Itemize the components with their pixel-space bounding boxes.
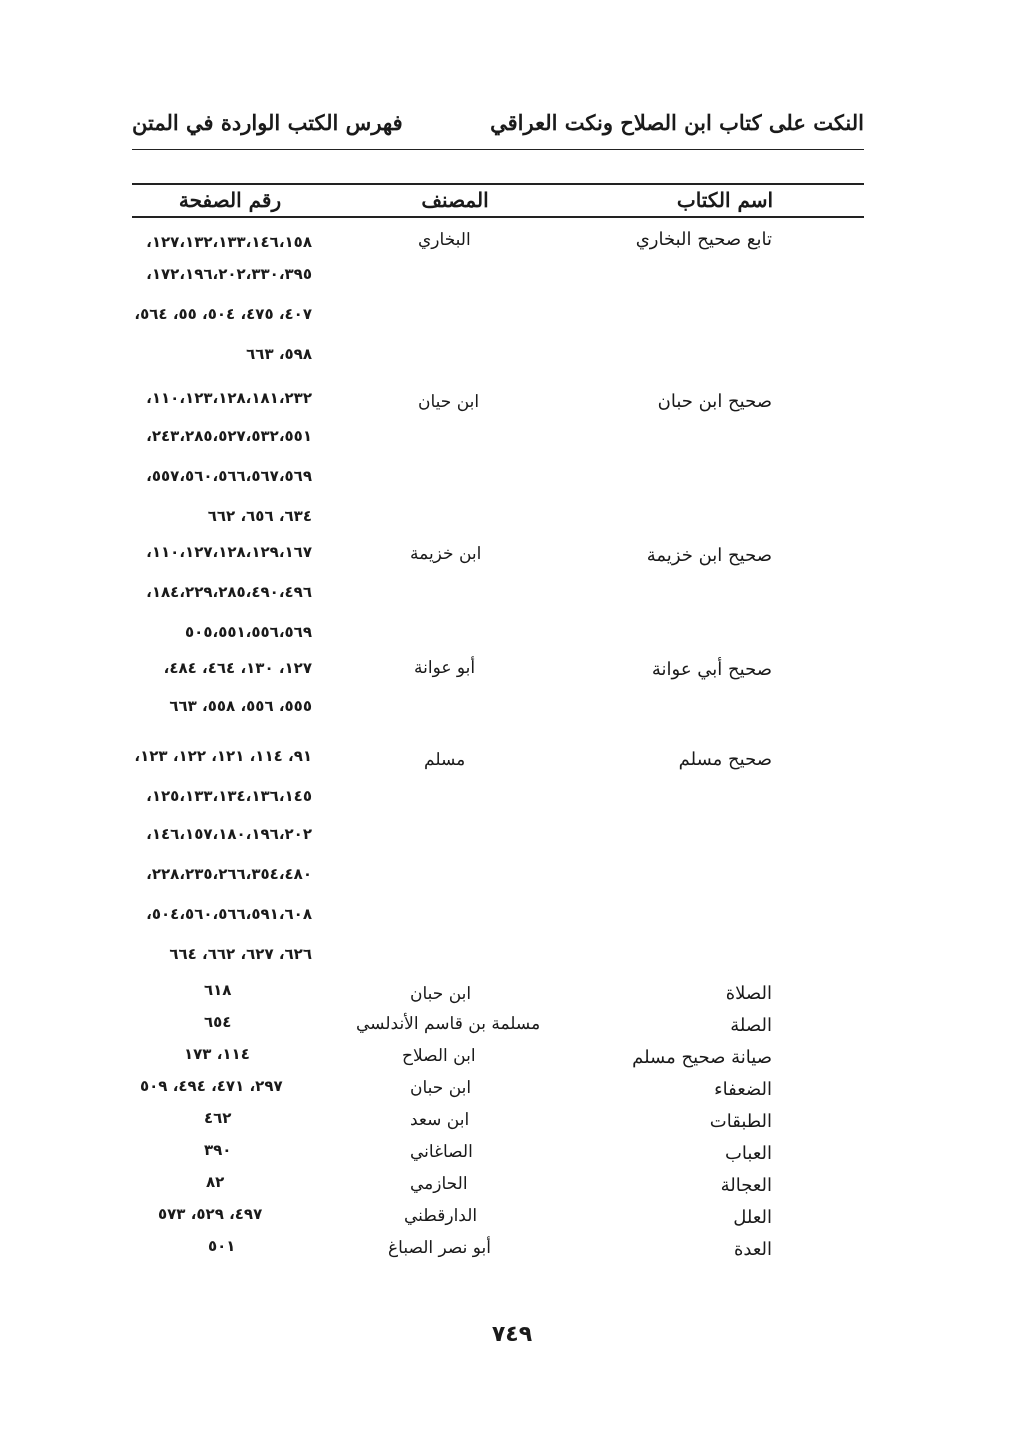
entry-author: أبو عوانة (414, 658, 476, 678)
entry-book: العلل (733, 1207, 772, 1228)
entry-pages: ٨٢ (206, 1173, 225, 1191)
entry-pages: ٥٠١ (208, 1237, 236, 1255)
entry-author: ابن حيان (418, 392, 480, 412)
entry-pages-line: ٢٢٨،٢٣٥،٢٦٦،٣٥٤،٤٨٠، (146, 865, 312, 883)
column-header-pages: رقم الصفحة (178, 188, 282, 212)
entry-pages: ١١٤، ١٧٣ (184, 1045, 250, 1063)
entry-pages-line: ٦٢٦، ٦٢٧، ٦٦٢، ٦٦٤ (169, 945, 312, 963)
entry-book: تابع صحيح البخاري (635, 229, 772, 250)
entry-book: صحيح ابن حبان (657, 391, 772, 412)
book-title: النكت على كتاب ابن الصلاح ونكت العراقي (490, 110, 864, 135)
entry-author: ابن الصلاح (402, 1046, 476, 1066)
table-head-rule (132, 216, 864, 218)
entry-pages-line: ٥٠٤،٥٦٠،٥٦٦،٥٩١،٦٠٨، (146, 905, 312, 923)
entry-author: ابن سعد (410, 1110, 470, 1130)
entry-book: العدة (733, 1239, 772, 1260)
entry-book: صحيح أبي عوانة (651, 659, 772, 680)
page-number: ٧٤٩ (491, 1322, 533, 1347)
entry-book: صحيح مسلم (678, 749, 772, 770)
entry-pages: ٤٦٢ (204, 1109, 232, 1127)
entry-author: مسلم (424, 750, 466, 770)
entry-author: ابن خزيمة (410, 544, 482, 564)
entry-pages-line: ١٤٦،١٥٧،١٨٠،١٩٦،٢٠٢، (146, 825, 312, 843)
column-header-book: اسم الكتاب (676, 188, 774, 212)
entry-pages-line: ٢٤٣،٢٨٥،٥٢٧،٥٣٢،٥٥١، (146, 427, 312, 445)
entry-author: أبو نصر الصباغ (388, 1238, 491, 1258)
section-title: فهرس الكتب الواردة في المتن (132, 110, 403, 135)
entry-author: الحازمي (410, 1174, 468, 1194)
entry-pages-line: ٥٩٨، ٦٦٣ (246, 345, 312, 363)
entry-author: ابن حبان (410, 984, 472, 1004)
column-header-author: المصنف (421, 188, 489, 212)
entry-pages-line: ١٢٧، ١٣٠، ٤٦٤، ٤٨٤، (163, 659, 312, 677)
entry-pages-line: ٥٠٥،٥٥١،٥٥٦،٥٦٩ (185, 623, 312, 641)
entry-pages-line: ١٢٧،١٣٢،١٣٣،١٤٦،١٥٨، (146, 233, 312, 251)
entry-author: مسلمة بن قاسم الأندلسي (356, 1014, 541, 1034)
entry-pages-line: ١١٠،١٢٣،١٢٨،١٨١،٢٣٢، (146, 389, 312, 407)
entry-book: الصلاة (725, 983, 772, 1004)
entry-pages-line: ٥٥٥، ٥٥٦، ٥٥٨، ٦٦٣ (169, 697, 312, 715)
entry-book: صيانة صحيح مسلم (632, 1047, 772, 1068)
entry-pages: ٢٩٧، ٤٧١، ٤٩٤، ٥٠٩ (140, 1077, 283, 1095)
entry-book: الطبقات (709, 1111, 772, 1132)
entry-pages-line: ٦٣٤، ٦٥٦، ٦٦٢ (207, 507, 312, 525)
entry-pages-line: ١٨٤،٢٢٩،٢٨٥،٤٩٠،٤٩٦، (146, 583, 312, 601)
entry-book: صحيح ابن خزيمة (646, 545, 772, 566)
entry-pages-line: ٩١، ١١٤، ١٢١، ١٢٢، ١٢٣، (134, 747, 312, 765)
entry-author: الدارقطني (404, 1206, 478, 1226)
entry-pages-line: ١٢٥،١٣٣،١٣٤،١٣٦،١٤٥، (146, 787, 312, 805)
entry-book: العجالة (720, 1175, 772, 1196)
entry-pages: ٣٩٠ (204, 1141, 232, 1159)
entry-pages-line: ١١٠،١٢٧،١٢٨،١٢٩،١٦٧، (146, 543, 312, 561)
entry-book: الصلة (730, 1015, 772, 1036)
entry-pages: ٦١٨ (204, 981, 232, 999)
entry-pages: ٦٥٤ (204, 1013, 232, 1031)
entry-book: العباب (724, 1143, 772, 1164)
entry-pages-line: ٥٥٧،٥٦٠،٥٦٦،٥٦٧،٥٦٩، (146, 467, 312, 485)
header-rule (132, 149, 864, 150)
table-top-rule (132, 183, 864, 185)
entry-author: ابن حبان (410, 1078, 472, 1098)
entry-author: البخاري (418, 230, 471, 250)
entry-author: الصاغاني (410, 1142, 473, 1162)
entry-book: الضعفاء (714, 1079, 772, 1100)
running-header (132, 110, 864, 146)
entry-pages-line: ٤٠٧، ٤٧٥، ٥٠٤، ٥٥، ٥٦٤، (134, 305, 312, 323)
entry-pages-line: ١٧٢،١٩٦،٢٠٢،٣٣٠،٣٩٥، (146, 265, 312, 283)
entry-pages: ٤٩٧، ٥٢٩، ٥٧٣ (158, 1205, 263, 1223)
